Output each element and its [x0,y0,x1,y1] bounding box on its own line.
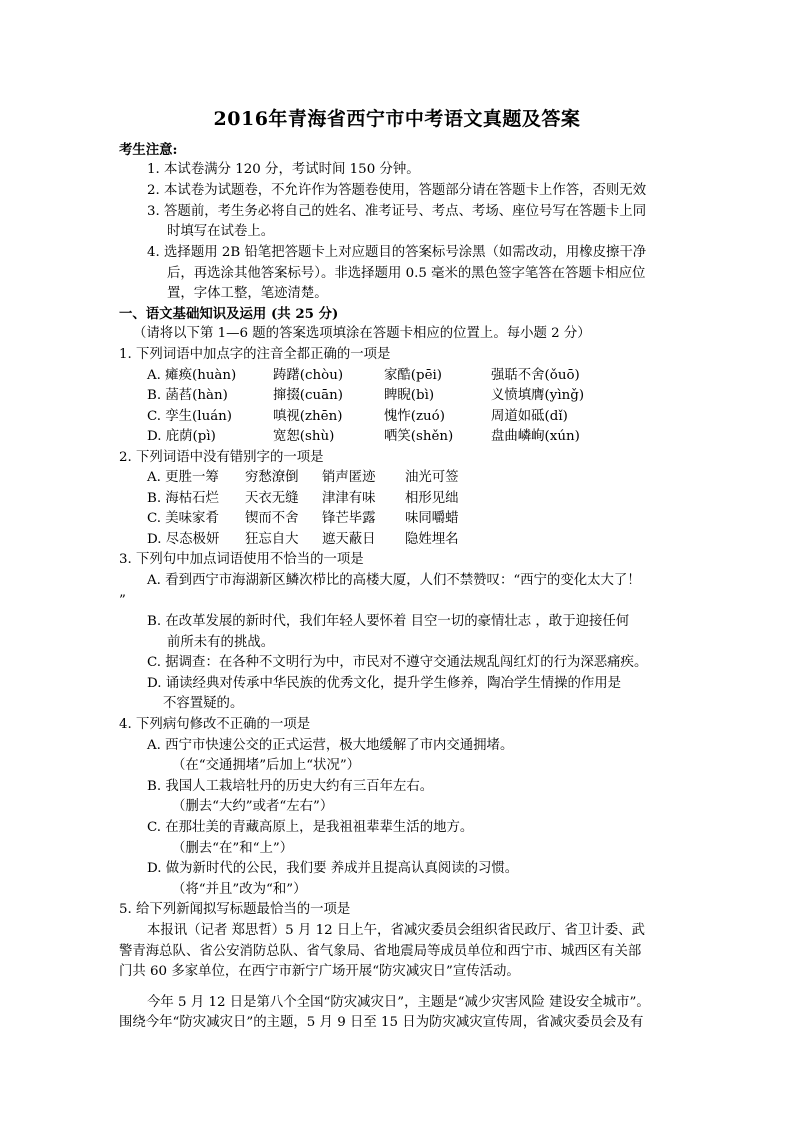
option-cell: 津津有味 [322,491,376,506]
option-cell: 哂笑(shěn) [384,429,454,444]
option-cell: C. 美味家肴 [147,511,219,526]
option-cell: 宽恕(shù) [273,429,335,444]
notice-item: 1. 本试卷满分 120 分，考试时间 150 分钟。 [147,162,420,177]
option-cell: 锋芒毕露 [322,511,376,526]
notice-item: 3. 答题前，考生务必将自己的姓名、准考证号、考点、考场、座位号写在答题卡上同 [147,204,647,219]
option-line: （将“并且”改为“和”） [172,882,307,897]
option-cell: 狂忘自大 [245,532,299,547]
option-cell: 穷愁潦倒 [245,470,299,485]
option-cell: 遮天蔽日 [322,532,376,547]
news-paragraph-line: 警青海总队、省公安消防总队、省气象局、省地震局等成员单位和西宁市、城西区有关部 [119,944,642,959]
option-cell: 周道如砥(dǐ) [491,409,568,424]
option-cell: 嗔视(zhēn) [273,409,343,424]
option-cell: 隐姓埋名 [405,532,459,547]
option-cell: 盘曲嶙峋(xún) [491,429,580,444]
option-cell: A. 更胜一筹 [147,470,219,485]
notice-heading: 考生注意: [119,142,178,158]
option-cell: 愧怍(zuó) [384,409,445,424]
option-line: D. 做为新时代的公民，我们要 养成并且提高认真阅读的习惯。 [147,861,519,876]
option-line: C. 在那壮美的青藏高原上，是我祖祖辈辈生活的地方。 [147,820,474,835]
notice-item: 置，字体工整，笔迹清楚。 [167,286,328,301]
question-stem: 5. 给下列新闻拟写标题最恰当的一项是 [119,902,351,917]
option-cell: 锲而不舍 [245,511,299,526]
option-cell: B. 海枯石烂 [147,491,219,506]
option-line: ” [119,593,126,608]
option-cell: A. 瘫痪(huàn) [147,368,237,383]
option-line: （在“交通拥堵”后加上“状况”） [172,758,361,773]
news-paragraph-line: 围绕今年“防灾减灾日”的主题，5 月 9 日至 15 日为防灾减灾宣传周，省减灾委员会及有 [119,1015,644,1030]
question-stem: 3. 下列句中加点词语使用不恰当的一项是 [119,552,364,567]
news-paragraph-line: 今年 5 月 12 日是第八个全国“防灾减灾日”，主题是“减少灾害风险 建设安全城市”。 [147,995,650,1010]
option-cell: 销声匿迹 [322,470,376,485]
news-paragraph-line: 本报讯（记者 郑思哲）5 月 12 日上午，省减灾委员会组织省民政厅、省卫计委、武 [147,923,645,938]
question-stem: 2. 下列词语中没有错别字的一项是 [119,450,324,465]
option-cell: D. 尽态极妍 [147,532,220,547]
option-cell: 油光可签 [405,470,459,485]
section-instruction: （请将以下第 1—6 题的答案选项填涂在答题卡相应的位置上。每小题 2 分） [133,326,591,341]
notice-item: 4. 选择题用 2B 铅笔把答题卡上对应题目的答案标号涂黑（如需改动，用橡皮擦干净 [147,245,647,260]
notice-item: 后，再选涂其他答案标号）。非选择题用 0.5 毫米的黑色签字笔答在答题卡相应位 [167,266,646,281]
question-stem: 1. 下列词语中加点字的注音全都正确的一项是 [119,347,391,362]
option-line: 前所未有的挑战。 [167,635,275,650]
notice-item: 时填写在试卷上。 [167,224,275,239]
option-cell: 睥睨(bì) [384,388,435,403]
option-line: C. 据调查：在各种不文明行为中，市民对不遵守交通法规乱闯红灯的行为深恶痛疾。 [147,655,648,670]
option-line: A. 西宁市快速公交的正式运营，极大地缓解了市内交通拥堵。 [147,738,514,753]
option-cell: 撺掇(cuān) [273,388,343,403]
option-cell: B. 菡萏(hàn) [147,388,228,403]
option-cell: 强聒不舍(ǒuō) [491,368,580,383]
question-stem: 4. 下列病句修改不正确的一项是 [119,717,311,732]
option-line: D. 诵读经典对传承中华民族的优秀文化，提升学生修养，陶冶学生情操的作用是 [147,676,622,691]
page-title: 2016年青海省西宁市中考语文真题及答案 [213,108,581,130]
notice-item: 2. 本试卷为试题卷，不允许作为答题卷使用，答题部分请在答题卡上作答，否则无效 [147,183,647,198]
option-line: B. 我国人工栽培牡丹的历史大约有三百年左右。 [147,779,434,794]
option-line: B. 在改革发展的新时代，我们年轻人要怀着 目空一切的豪情壮志 ，敢于迎接任何 [147,614,630,629]
option-line: （删去“大约”或者“左右”） [172,799,334,814]
option-cell: 义愤填膺(yìnǧ) [491,388,585,403]
option-cell: 家酷(pēi) [384,368,443,383]
option-line: A. 看到西宁市海湖新区鳞次栉比的高楼大厦，人们不禁赞叹：“西宁的变化太大了！ [147,573,641,588]
option-line: 不容置疑的。 [163,696,244,711]
option-cell: 踌躇(chòu) [273,368,344,383]
option-cell: C. 孪生(luán) [147,409,233,424]
option-cell: D. 庇荫(pì) [147,429,216,444]
option-cell: 天衣无缝 [245,491,299,506]
section-heading: 一、语文基础知识及运用 (共 25 分) [119,306,339,322]
option-cell: 相形见绌 [405,491,459,506]
option-line: （删去“在”和“上”） [172,841,294,856]
option-cell: 味同嚼蜡 [405,511,459,526]
news-paragraph-line: 门共 60 多家单位，在西宁市新宁广场开展“防灾减灾日”宣传活动。 [119,964,520,979]
